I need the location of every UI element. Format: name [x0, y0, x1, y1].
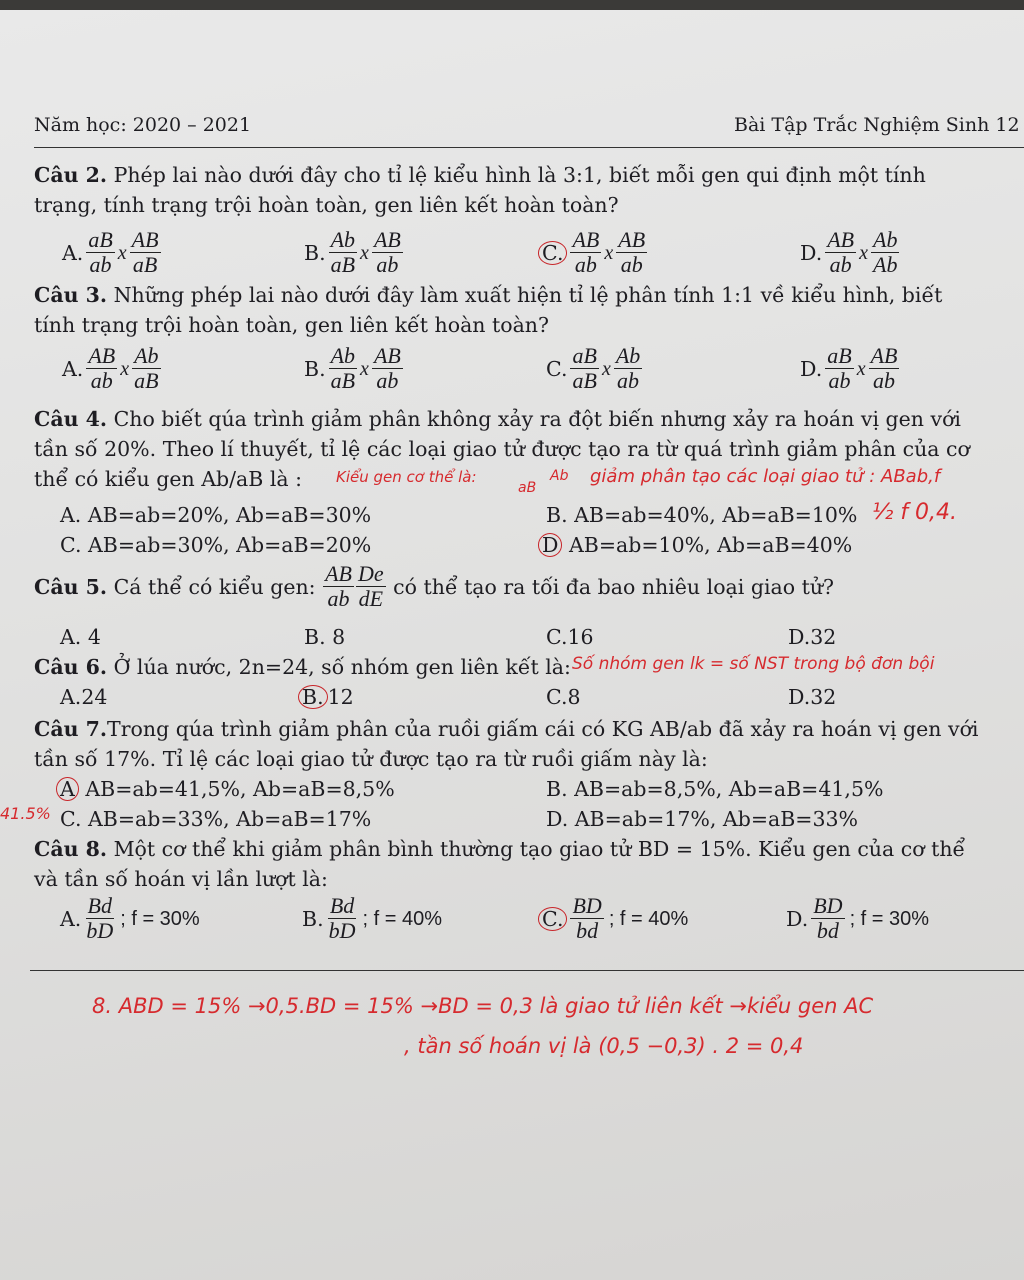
q4-label: Câu 4.: [34, 407, 108, 431]
q7-option-d[interactable]: D. AB=ab=17%, Ab=aB=33%: [546, 807, 859, 831]
q7-option-b[interactable]: B. AB=ab=8,5%, Ab=aB=41,5%: [546, 777, 884, 801]
q6-text1: Ở lúa nước, 2n=24, số nhóm gen liên kết là:: [107, 655, 571, 679]
q7-option-a[interactable]: A AB=ab=41,5%, Ab=aB=8,5%: [56, 774, 395, 804]
handwritten-note-q4-genotype: Kiểu gen cơ thể là:: [336, 468, 477, 486]
q8-option-b[interactable]: B. $\frac{Bd}{bD}$ ; f = 40%: [302, 893, 442, 943]
answer-circle-mark: D: [538, 533, 562, 557]
q2-line1: [34, 160, 926, 190]
q8-line2: và tần số hoán vị lần lượt là:: [34, 867, 328, 891]
q3-line1: [34, 280, 942, 310]
handwritten-note-q4-gametes: giảm phân tạo các loại giao tử : ABab,f: [590, 466, 941, 487]
q2-option-c[interactable]: C. $\frac{AB}{ab}$ x $\frac{AB}{ab}$: [538, 228, 648, 277]
q3-text1: Những phép lai nào dưới đây làm xuất hiện tỉ lệ phân tính 1:1 về kiểu hình, biết: [107, 283, 943, 307]
handwritten-note-q4-genotype-top: Ab: [550, 468, 569, 484]
q6-option-b[interactable]: B. 12: [298, 682, 354, 712]
q8-option-c[interactable]: C. $\frac{BD}{bd}$ ; f = 40%: [538, 894, 688, 943]
q6-option-c[interactable]: C.8: [546, 685, 581, 709]
fraction: $\frac{AB}{ab}$: [373, 343, 401, 393]
q6-option-a[interactable]: A.24: [60, 685, 108, 709]
fraction: $\frac{BD}{bd}$: [572, 893, 602, 943]
q7-option-c[interactable]: C. AB=ab=33%, Ab=aB=17%: [60, 807, 372, 831]
worksheet-page: [0, 10, 1024, 1280]
fraction: $\frac{Bd}{bD}$: [328, 893, 356, 943]
q6-label: Câu 6.: [34, 655, 108, 679]
answer-circle-mark: B.: [298, 685, 328, 709]
answer-circle-mark: C.: [538, 241, 567, 265]
fraction: $\frac{aB}{ab}$: [827, 343, 852, 393]
q3-line2: tính trạng trội hoàn toàn, gen liên kết hoàn toàn?: [34, 313, 550, 337]
q6-option-d[interactable]: D.32: [788, 685, 837, 709]
fraction: $\frac{Bd}{bD}$: [86, 893, 114, 943]
fraction: $\frac{aB}{aB}$: [572, 343, 597, 393]
handwritten-note-q4-genotype-bottom: aB: [518, 480, 537, 496]
q8-option-d[interactable]: D. $\frac{BD}{bd}$ ; f = 30%: [786, 893, 930, 943]
handwritten-solution-q8-line1: 8. ABD = 15% →0,5.BD = 15% →BD = 0,3 là giao tử liên kết →kiểu gen AC: [92, 994, 874, 1018]
q5-option-d[interactable]: D.32: [788, 625, 837, 649]
fraction: $\frac{Ab}{aB}$: [330, 227, 356, 277]
q8-line1: [34, 834, 965, 864]
q2-text1: Phép lai nào dưới đây cho tỉ lệ kiểu hình là 3:1, biết mỗi gen qui định một tính: [107, 163, 926, 187]
fraction: $\frac{Ab}{ab}$: [615, 343, 641, 393]
q8-option-a[interactable]: A. $\frac{Bd}{bD}$ ; f = 30%: [60, 893, 200, 943]
fraction: $\frac{AB}{ab}$: [827, 227, 855, 277]
q2-option-d[interactable]: D. $\frac{AB}{ab}$ x $\frac{Ab}{Ab}$: [800, 227, 898, 277]
q3-option-c[interactable]: C. $\frac{aB}{aB}$ x $\frac{Ab}{ab}$: [546, 343, 641, 393]
q6-line1: [34, 652, 571, 682]
fraction: $\frac{Ab}{Ab}$: [873, 227, 898, 277]
q5-option-a[interactable]: A. 4: [60, 625, 101, 649]
q7-line2: tần số 17%. Tỉ lệ các loại giao tử được tạo ra từ ruồi giấm này là:: [34, 747, 708, 771]
fraction: $\frac{AB}{aB}$: [131, 227, 159, 277]
q7-line1: [34, 714, 978, 744]
fraction: $\frac{AB}{ab}$: [373, 227, 401, 277]
page-header: [34, 114, 1024, 148]
q4-line2: tần số 20%. Theo lí thuyết, tỉ lệ các loại giao tử được tạo ra từ quá trình giảm phân của cơ: [34, 437, 970, 461]
fraction: $\frac{AB}{ab}$: [618, 227, 646, 277]
q3-option-d[interactable]: D. $\frac{aB}{ab}$ x $\frac{AB}{ab}$: [800, 343, 898, 393]
q2-label: Câu 2.: [34, 163, 108, 187]
q4-option-b[interactable]: B. AB=ab=40%, Ab=aB=10%: [546, 503, 858, 527]
fraction: $\frac{AB}{ab}$: [325, 561, 352, 611]
answer-circle-mark: C.: [538, 907, 567, 931]
q2-option-b[interactable]: B. $\frac{Ab}{aB}$ x $\frac{AB}{ab}$: [304, 227, 401, 277]
q4-option-c[interactable]: C. AB=ab=30%, Ab=aB=20%: [60, 533, 372, 557]
q8-text1: Một cơ thể khi giảm phân bình thường tạo giao tử BD = 15%. Kiểu gen của cơ thể: [107, 837, 966, 861]
fraction: $\frac{aB}{ab}$: [88, 227, 113, 277]
answer-circle-mark: A: [56, 777, 79, 801]
handwritten-note-q7: 41.5%: [0, 804, 51, 823]
fraction: $\frac{BD}{bd}$: [813, 893, 843, 943]
q3-label: Câu 3.: [34, 283, 108, 307]
handwritten-note-q6: Số nhóm gen lk = số NST trong bộ đơn bội: [572, 654, 935, 674]
q5-option-c[interactable]: C.16: [546, 625, 594, 649]
q5-option-b[interactable]: B. 8: [304, 625, 346, 649]
q4-option-d[interactable]: D AB=ab=10%, Ab=aB=40%: [538, 530, 852, 560]
handwritten-note-q4-frequency: ½ f 0,4.: [872, 500, 958, 525]
q5-label: Câu 5.: [34, 574, 108, 599]
q4-option-a[interactable]: A. AB=ab=20%, Ab=aB=30%: [60, 503, 372, 527]
fraction: $\frac{AB}{ab}$: [870, 343, 898, 393]
section-divider: [30, 970, 1024, 971]
worksheet-title: Bài Tập Trắc Nghiệm Sinh 12: [734, 114, 1020, 136]
handwritten-solution-q8-line2: , tần số hoán vị là (0,5 −0,3) . 2 = 0,4: [404, 1034, 804, 1058]
q4-text1: Cho biết qúa trình giảm phân không xảy ra đột biến nhưng xảy ra hoán vị gen với: [107, 407, 961, 431]
fraction: $\frac{AB}{ab}$: [572, 227, 600, 277]
q3-option-b[interactable]: B. $\frac{Ab}{aB}$ x $\frac{AB}{ab}$: [304, 343, 401, 393]
fraction: $\frac{De}{dE}$: [357, 561, 384, 611]
q2-option-a[interactable]: A. $\frac{aB}{ab}$ x $\frac{AB}{aB}$: [62, 227, 159, 277]
q4-line1: [34, 404, 961, 434]
q7-label: Câu 7.: [34, 717, 108, 741]
fraction: $\frac{AB}{ab}$: [88, 343, 116, 393]
q8-label: Câu 8.: [34, 837, 108, 861]
fraction: $\frac{Ab}{aB}$: [330, 343, 356, 393]
q7-text1: Trong qúa trình giảm phân của ruồi giấm cái có KG AB/ab đã xảy ra hoán vị gen với: [107, 717, 979, 741]
q5-line1: Câu 5. Cá thể có kiểu gen: $\frac{AB}{ab}$ $\frac{De}{dE}$ có thể tạo ra tối đa bao nhiêu loại giao tử?: [34, 561, 835, 611]
q2-line2: trạng, tính trạng trội hoàn toàn, gen liên kết hoàn toàn?: [34, 193, 619, 217]
fraction: $\frac{Ab}{aB}$: [134, 343, 159, 393]
q4-line3: thể có kiểu gen Ab/aB là :: [34, 467, 303, 491]
school-year: Năm học: 2020 – 2021: [34, 114, 252, 136]
q3-option-a[interactable]: A. $\frac{AB}{ab}$ x $\frac{Ab}{aB}$: [62, 343, 159, 393]
